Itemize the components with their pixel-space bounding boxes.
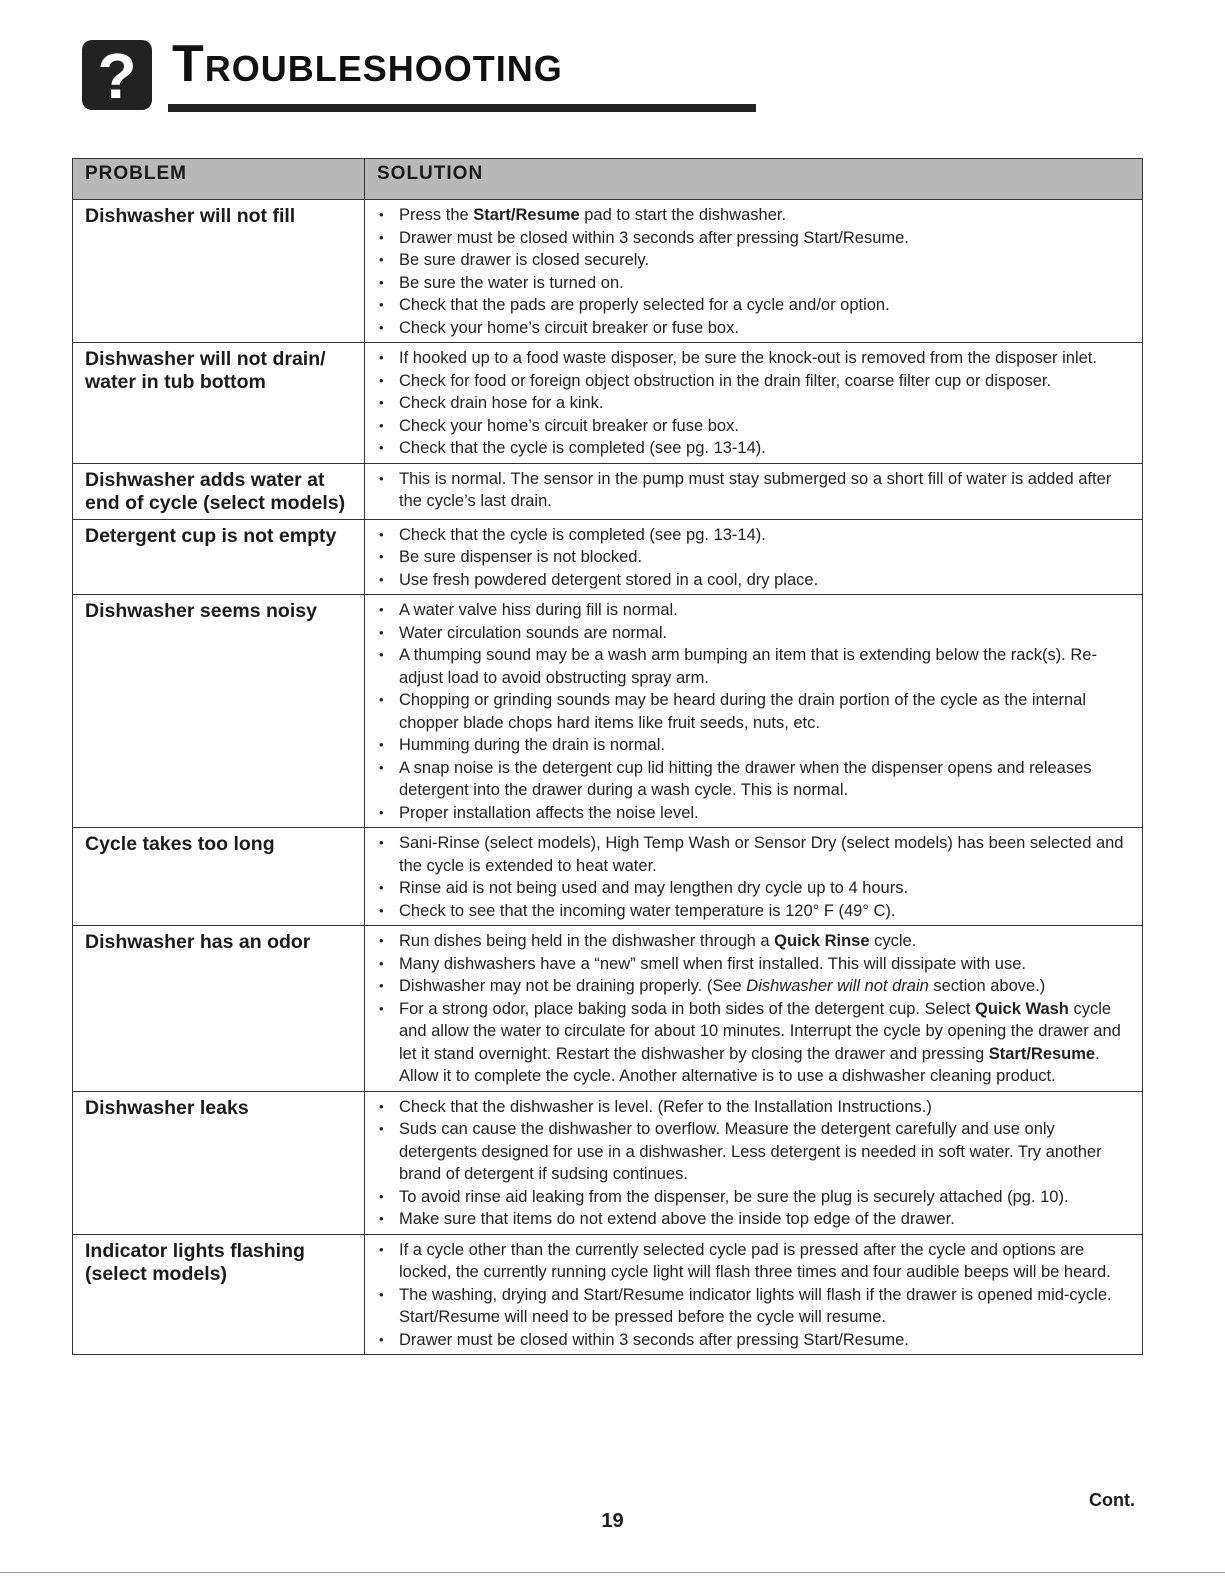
solution-text: Many dishwashers have a “new” smell when first installed. This will dissipate with use. <box>399 954 1026 973</box>
problem-cell: Cycle takes too long <box>73 828 365 926</box>
solution-cell <box>365 828 1143 926</box>
solution-item <box>377 227 1134 250</box>
page-title: Troubleshooting <box>172 35 563 93</box>
solution-text: Check to see that the incoming water temperature is 120° F (49° C). <box>399 901 896 920</box>
problem-cell: Dishwasher has an odor <box>73 926 365 1092</box>
solution-cell <box>365 1234 1143 1355</box>
solution-text: Check that the cycle is completed (see pg. 13-14). <box>399 439 766 457</box>
solution-text: If hooked up to a food waste disposer, be sure the knock-out is removed from the disposer inlet. <box>399 349 1097 367</box>
solution-item <box>377 877 1134 900</box>
solution-item <box>377 392 1134 415</box>
solution-emphasis: Start/Resume <box>988 1044 1096 1063</box>
solution-text: A water valve hiss during fill is normal. <box>399 601 678 619</box>
solution-item <box>377 802 1134 825</box>
solution-text: Run dishes being held in the dishwasher through a <box>399 932 775 950</box>
solution-item <box>377 1329 1134 1352</box>
solution-text: For a strong odor, place baking soda in both sides of the detergent cup. Select <box>399 999 976 1018</box>
problem-cell: Dishwasher will not drain/ water in tub bottom <box>73 343 365 464</box>
solution-cell <box>365 343 1143 464</box>
solution-reference: Dishwasher will not drain <box>746 977 929 995</box>
solution-item <box>377 599 1134 622</box>
problem-cell: Dishwasher will not fill <box>73 200 365 343</box>
problem-cell: Dishwasher adds water at end of cycle (select models) <box>73 463 365 519</box>
solution-text: Water circulation sounds are normal. <box>399 623 668 642</box>
solution-text: Humming during the drain is normal. <box>399 736 665 754</box>
solution-item <box>377 437 1134 460</box>
solution-item <box>377 370 1134 393</box>
solution-text: . Allow it to complete the cycle. Another alternative is to use a dishwasher cleaning product. <box>399 1044 1100 1085</box>
solution-item <box>377 832 1134 877</box>
solution-item <box>377 272 1134 295</box>
solution-text: Check that the pads are properly selected for a cycle and/or option. <box>399 296 890 314</box>
solution-text: section above.) <box>928 977 1046 995</box>
solution-item <box>377 757 1134 802</box>
solution-cell <box>365 519 1143 595</box>
solution-text: Check drain hose for a kink. <box>399 394 604 412</box>
solution-item <box>377 1284 1134 1329</box>
page-header <box>82 35 682 118</box>
solution-text: Dishwasher may not be draining properly. (See <box>399 977 747 995</box>
solution-text: Be sure the water is turned on. <box>399 273 624 292</box>
solution-item <box>377 644 1134 689</box>
solution-item <box>377 1186 1134 1209</box>
solution-emphasis: Quick Wash <box>975 999 1069 1018</box>
solution-item <box>377 569 1134 592</box>
solution-list <box>377 524 1134 592</box>
solution-item <box>377 900 1134 923</box>
solution-cell <box>365 926 1143 1092</box>
solution-list <box>377 930 1134 1088</box>
table-row <box>73 519 1143 595</box>
table-row <box>73 1234 1143 1355</box>
solution-item <box>377 294 1134 317</box>
column-header-problem: PROBLEM <box>73 159 365 200</box>
troubleshooting-table <box>72 158 1143 1355</box>
solution-item <box>377 622 1134 645</box>
title-underline <box>168 104 756 112</box>
problem-cell: Dishwasher leaks <box>73 1091 365 1234</box>
problem-cell: Dishwasher seems noisy <box>73 595 365 828</box>
column-header-solution: SOLUTION <box>365 159 1143 200</box>
solution-item <box>377 953 1134 976</box>
solution-text: Check your home’s circuit breaker or fuse box. <box>399 318 739 337</box>
continued-label: Cont. <box>1089 1490 1135 1510</box>
solution-list <box>377 1239 1134 1352</box>
solution-list <box>377 1096 1134 1231</box>
table-row <box>73 463 1143 519</box>
solution-item <box>377 689 1134 734</box>
solution-text: Drawer must be closed within 3 seconds after pressing Start/Resume. <box>399 228 909 247</box>
solution-text: Rinse aid is not being used and may lengthen dry cycle up to 4 hours. <box>399 879 909 897</box>
solution-emphasis: Quick Rinse <box>774 932 870 950</box>
solution-item <box>377 415 1134 438</box>
solution-text: Sani-Rinse (select models), High Temp Wash or Sensor Dry (select models) has been selected and the cycle is extended to heat water. <box>399 834 1124 875</box>
solution-text: Be sure dispenser is not blocked. <box>399 548 643 566</box>
solution-item <box>377 347 1134 370</box>
solution-text: cycle. <box>869 932 917 950</box>
table-row <box>73 595 1143 828</box>
solution-text: pad to start the dishwasher. <box>579 206 787 224</box>
solution-text: Check your home’s circuit breaker or fuse box. <box>399 416 739 435</box>
solution-item <box>377 1096 1134 1119</box>
problem-cell: Detergent cup is not empty <box>73 519 365 595</box>
solution-text: To avoid rinse aid leaking from the dispenser, be sure the plug is securely attached (pg. 10). <box>399 1187 1069 1206</box>
solution-item <box>377 930 1134 953</box>
table-row <box>73 1091 1143 1234</box>
solution-text: Check that the cycle is completed (see pg. 13-14). <box>399 525 766 544</box>
table-row <box>73 828 1143 926</box>
table-row <box>73 343 1143 464</box>
solution-item <box>377 546 1134 569</box>
solution-text: Be sure drawer is closed securely. <box>399 251 650 269</box>
solution-text: Use fresh powdered detergent stored in a cool, dry place. <box>399 570 819 589</box>
solution-emphasis: Start/Resume <box>473 206 580 224</box>
solution-cell <box>365 463 1143 519</box>
solution-text: Check for food or foreign object obstruction in the drain filter, coarse filter cup or disposer. <box>399 371 1052 390</box>
solution-text: Check that the dishwasher is level. (Refer to the Installation Instructions.) <box>399 1097 932 1116</box>
problem-cell: Indicator lights flashing (select models) <box>73 1234 365 1355</box>
solution-list <box>377 832 1134 922</box>
table-header-row <box>73 159 1143 200</box>
solution-item <box>377 998 1134 1088</box>
table-row <box>73 926 1143 1092</box>
solution-item <box>377 249 1134 272</box>
solution-item <box>377 734 1134 757</box>
page-bottom-rule <box>0 1572 1225 1573</box>
solution-text: A thumping sound may be a wash arm bumping an item that is extending below the rack(s). Re-adjust load to avoid obstructing spray arm. <box>399 646 1097 687</box>
solution-text: Chopping or grinding sounds may be heard during the drain portion of the cycle as the internal chopper blade chops hard items like fruit seeds, nuts, etc. <box>399 691 1087 732</box>
solution-item <box>377 975 1134 998</box>
solution-text: The washing, drying and Start/Resume indicator lights will flash if the drawer is opened mid-cycle. Start/Resume will need to be pressed before the cycle will resume. <box>399 1285 1112 1326</box>
solution-text: cycle and allow the water to circulate for about 10 minutes. Interrupt the cycle by opening the drawer and let it stand overnight. Restart the dishwasher by closing the drawer and pressing <box>399 999 1121 1063</box>
solution-item <box>377 317 1134 340</box>
solution-item <box>377 468 1134 513</box>
solution-list <box>377 204 1134 339</box>
solution-item <box>377 1239 1134 1284</box>
solution-text: This is normal. The sensor in the pump must stay submerged so a short fill of water is added after the cycle’s last drain. <box>399 469 1112 510</box>
solution-item <box>377 524 1134 547</box>
solution-cell <box>365 1091 1143 1234</box>
table-row <box>73 200 1143 343</box>
solution-text: If a cycle other than the currently selected cycle pad is pressed after the cycle and options are locked, the currently running cycle light will flash three times and four audible beeps will be heard. <box>399 1240 1111 1281</box>
solution-item <box>377 204 1134 227</box>
solution-item <box>377 1208 1134 1231</box>
solution-text: A snap noise is the detergent cup lid hitting the drawer when the dispenser opens and releases detergent into the drawer during a wash cycle. This is normal. <box>399 758 1092 799</box>
solution-cell <box>365 595 1143 828</box>
solution-text: Make sure that items do not extend above the inside top edge of the drawer. <box>399 1210 955 1228</box>
solution-list <box>377 347 1134 460</box>
solution-list <box>377 468 1134 513</box>
solution-list <box>377 599 1134 824</box>
page-number: 19 <box>601 1510 624 1532</box>
solution-text: Proper installation affects the noise level. <box>399 803 699 822</box>
solution-item <box>377 1118 1134 1186</box>
solution-cell <box>365 200 1143 343</box>
solution-text: Drawer must be closed within 3 seconds after pressing Start/Resume. <box>399 1330 909 1349</box>
solution-text: Press the <box>399 206 474 224</box>
solution-text: Suds can cause the dishwasher to overflow. Measure the detergent carefully and use only detergents designed for use in a dishwasher. Less detergent is needed in soft water. Try another brand of detergent if sudsing continues. <box>399 1120 1102 1183</box>
question-icon: ? <box>82 40 152 110</box>
